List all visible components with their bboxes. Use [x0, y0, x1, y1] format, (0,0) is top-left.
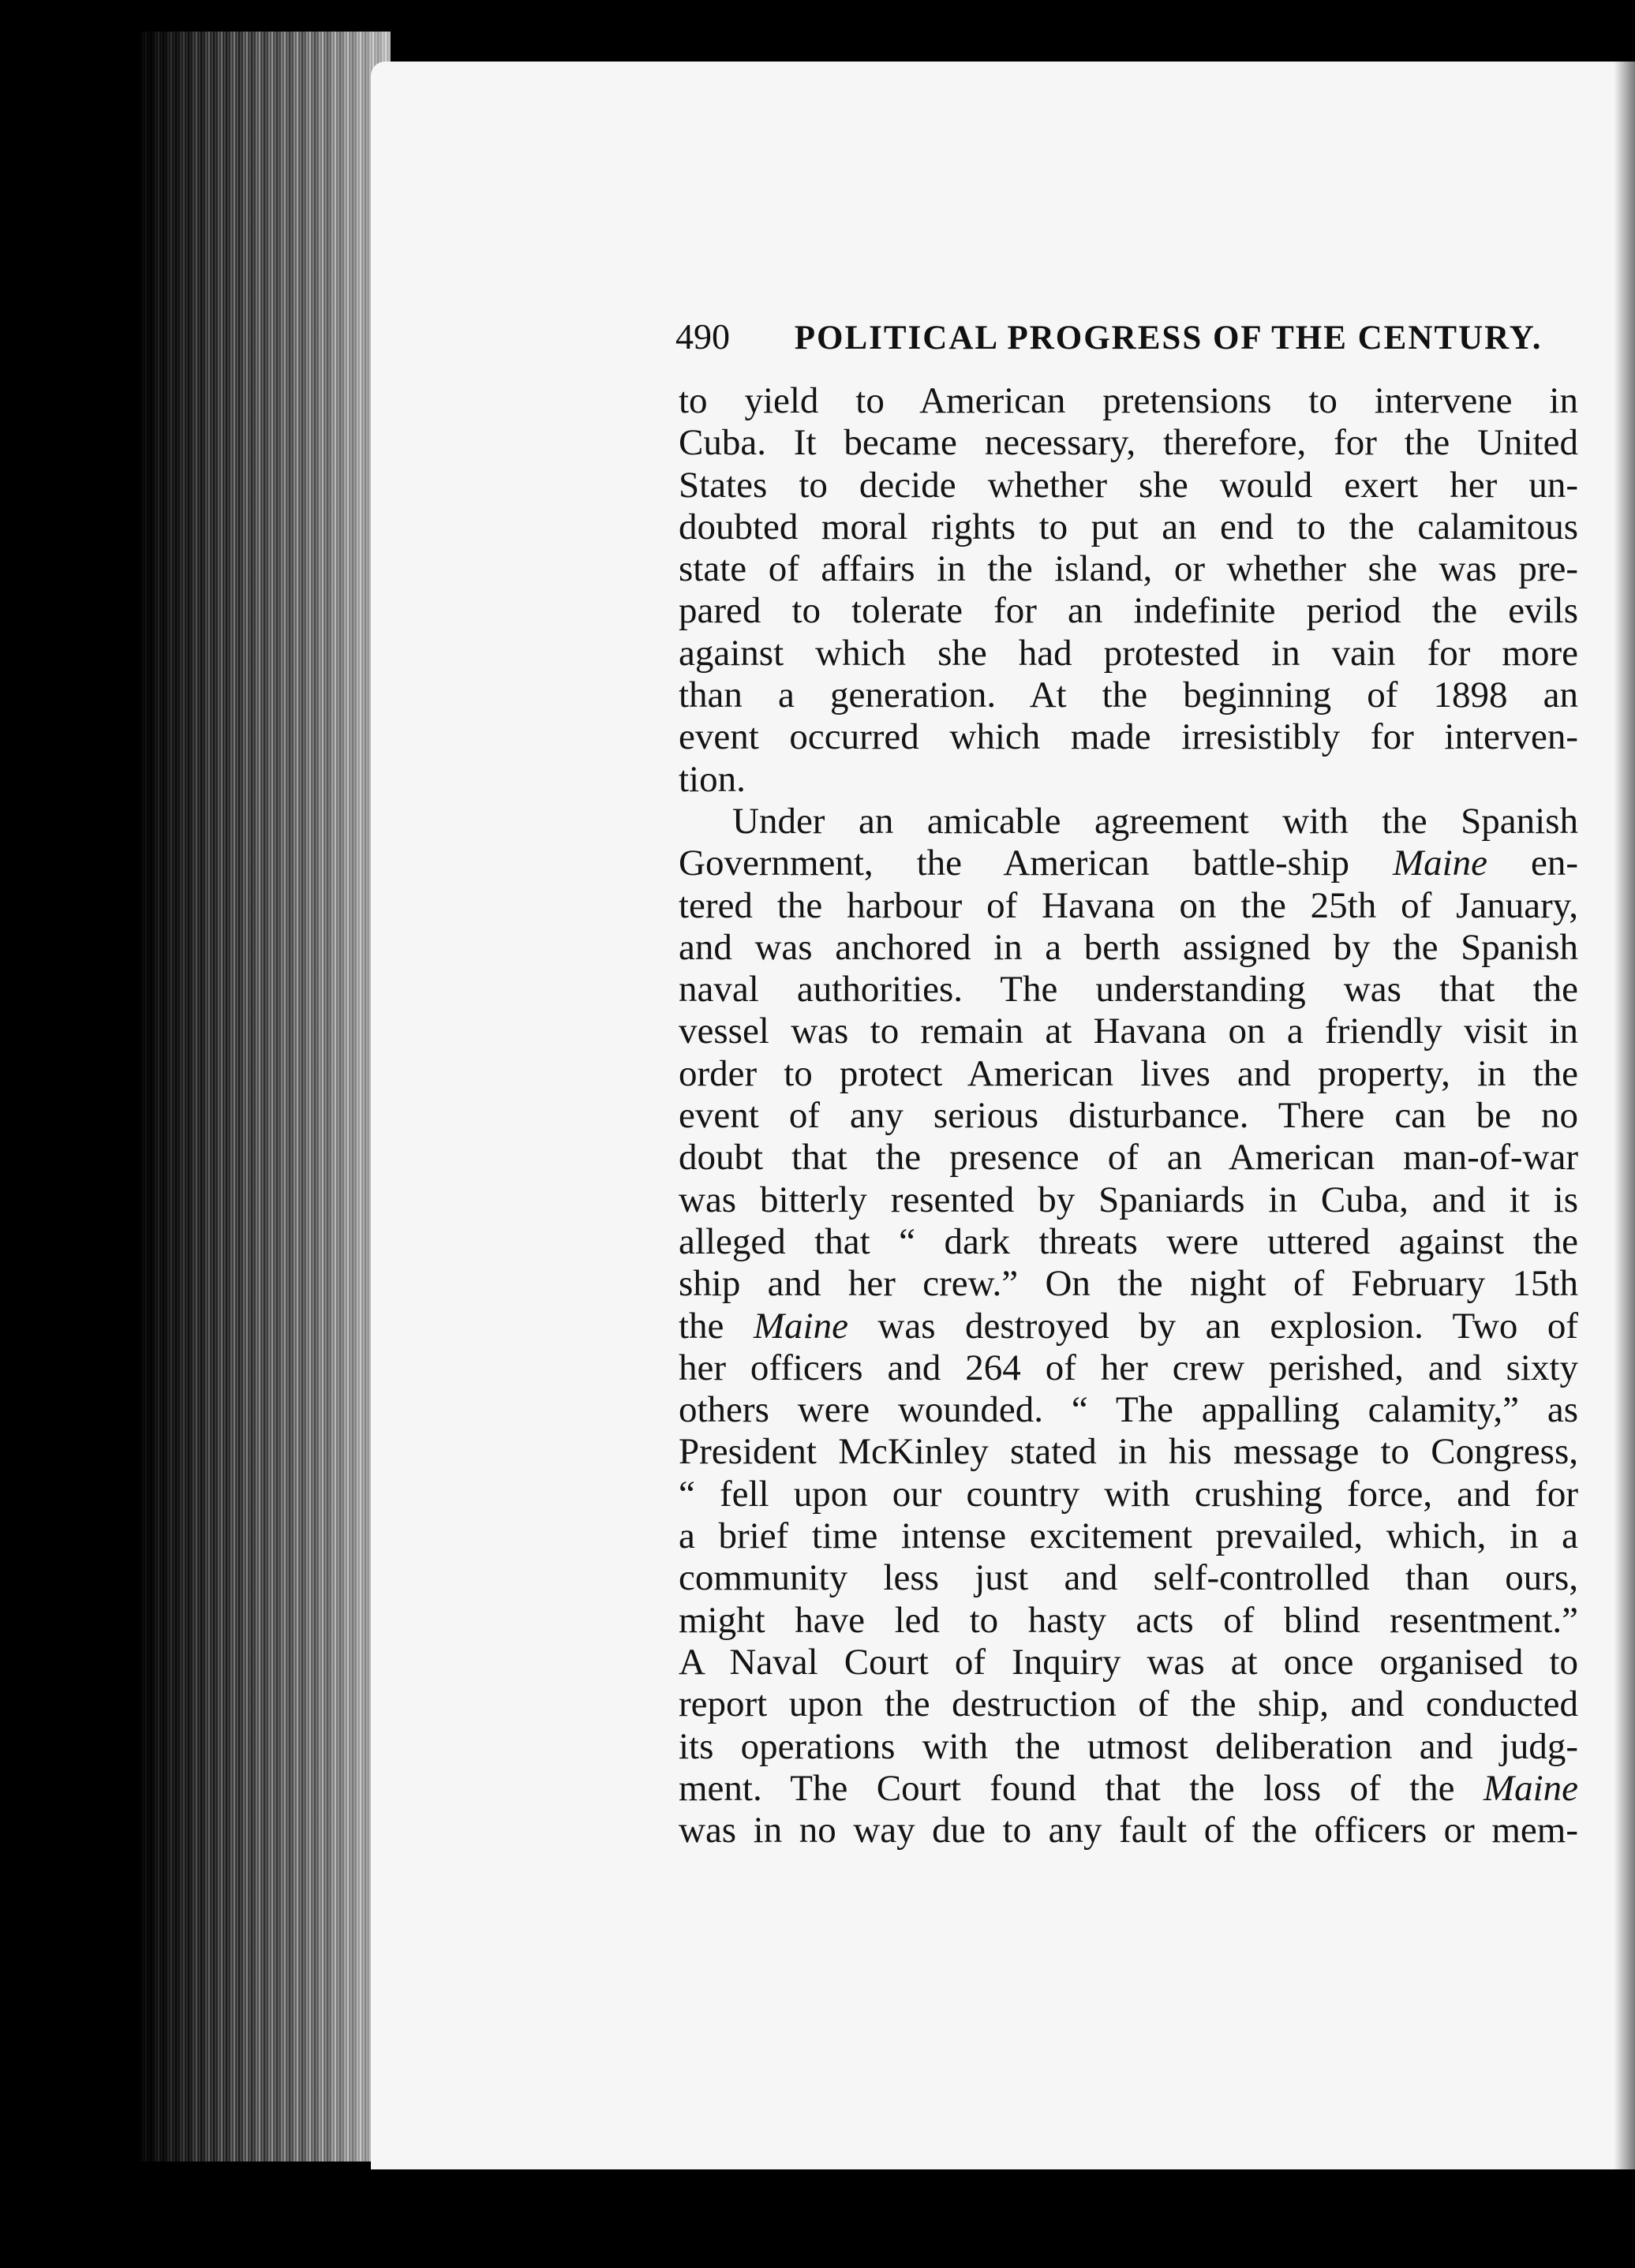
- text-line: report upon the destruction of the ship, and conducted: [679, 1683, 1578, 1725]
- body-text: [679, 380, 1578, 1851]
- paragraph-first-line: Under an amicable agreement with the Spanish: [732, 800, 1578, 842]
- text-line: to yield to American pretensions to intervene in: [679, 380, 1578, 421]
- text-line: alleged that “ dark threats were uttered against the: [679, 1220, 1578, 1262]
- text-line: order to protect American lives and property, in the: [679, 1052, 1578, 1094]
- text-line: others were wounded. “ The appalling calamity,” as: [679, 1389, 1578, 1431]
- text-line: was bitterly resented by Spaniards in Cuba, and it is: [679, 1179, 1578, 1220]
- text-line: and was anchored in a berth assigned by the Spanish: [679, 926, 1578, 968]
- text-run: en-: [1487, 843, 1578, 884]
- text-line: doubted moral rights to put an end to the calamitous: [679, 506, 1578, 547]
- ship-name-italic: Maine: [1392, 843, 1488, 884]
- text-line: tion.: [679, 758, 746, 800]
- book-page-edges: [138, 32, 391, 2162]
- text-line: ship and her crew.” On the night of February 15th: [679, 1263, 1578, 1305]
- text-line: community less just and self-controlled than ours,: [679, 1557, 1578, 1599]
- text-run: the: [679, 1305, 754, 1347]
- text-run: Government, the American battle-ship: [679, 843, 1393, 884]
- page-header: [675, 316, 1543, 357]
- text-line: pared to tolerate for an indefinite period the evils: [679, 590, 1578, 632]
- text-line: event of any serious disturbance. There can be no: [679, 1095, 1578, 1137]
- text-line: vessel was to remain at Havana on a friendly visit in: [679, 1011, 1578, 1052]
- text-line: state of affairs in the island, or whether she was pre-: [679, 548, 1578, 590]
- text-run: was destroyed by an explosion. Two of: [847, 1305, 1578, 1347]
- text-line: States to decide whether she would exert her un-: [679, 464, 1578, 506]
- text-line: its operations with the utmost deliberation and judg-: [679, 1725, 1578, 1767]
- text-line: a brief time intense excitement prevailed, which, in a: [679, 1515, 1578, 1557]
- text-line: “ fell upon our country with crushing force, and for: [679, 1473, 1578, 1515]
- text-line: against which she had protested in vain for more: [679, 632, 1578, 674]
- text-line: A Naval Court of Inquiry was at once organised to: [679, 1641, 1578, 1683]
- text-line: naval authorities. The understanding was that the: [679, 969, 1578, 1011]
- text-line: President McKinley stated in his message to Congress,: [679, 1431, 1578, 1473]
- running-head: POLITICAL PROGRESS OF THE CENTURY.: [794, 319, 1543, 357]
- text-line: doubt that the presence of an American man-of-war: [679, 1137, 1578, 1179]
- text-line: Cuba. It became necessary, therefore, for the United: [679, 422, 1578, 464]
- text-line: her officers and 264 of her crew perished, and sixty: [679, 1347, 1578, 1388]
- page-number: 490: [675, 316, 730, 357]
- text-line: [679, 1306, 1578, 1347]
- text-line: [679, 843, 1578, 884]
- text-line: event occurred which made irresistibly for interven-: [679, 716, 1578, 758]
- text-line: was in no way due to any fault of the officers or mem-: [679, 1810, 1578, 1851]
- ship-name-italic: Maine: [753, 1305, 848, 1347]
- text-line: [679, 1768, 1578, 1810]
- text-line: tered the harbour of Havana on the 25th of January,: [679, 884, 1578, 926]
- page-edge-shadow: [1614, 62, 1635, 2169]
- text-run: ment. The Court found that the loss of the: [679, 1767, 1483, 1809]
- text-line: might have led to hasty acts of blind resentment.”: [679, 1599, 1578, 1641]
- text-line: than a generation. At the beginning of 1898 an: [679, 674, 1578, 716]
- ship-name-italic: Maine: [1483, 1767, 1578, 1809]
